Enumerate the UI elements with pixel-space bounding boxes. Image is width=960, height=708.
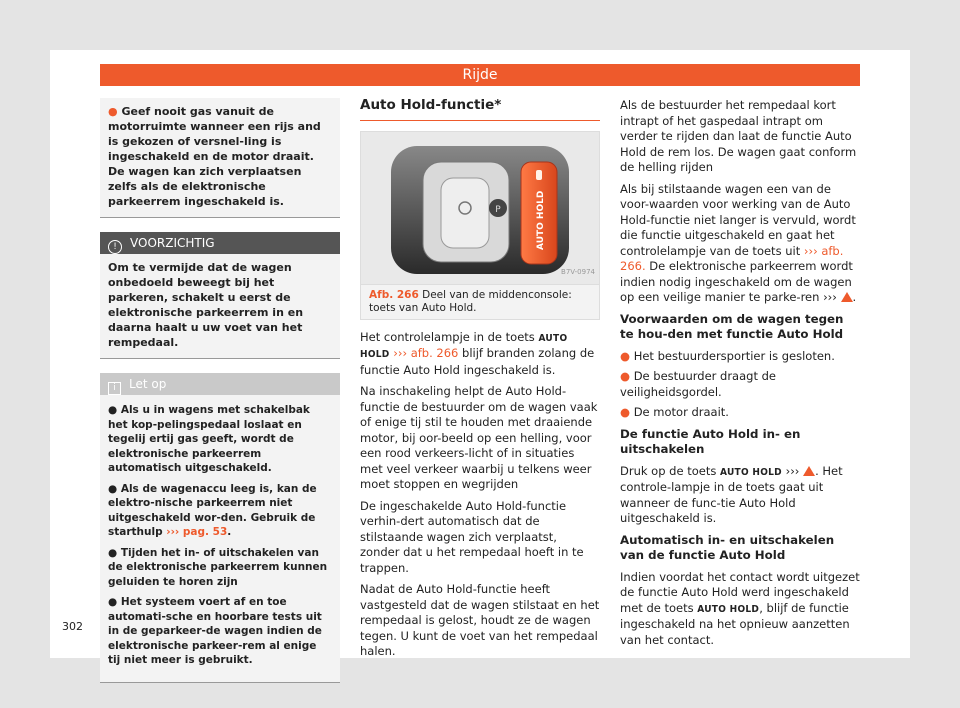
column-right: [620, 98, 860, 654]
bullet-icon: ●: [108, 105, 118, 118]
auto-hold-label: AUTO HOLD: [697, 603, 760, 615]
figure-code: B7V-0974: [561, 268, 595, 276]
list-item: ● Het bestuurdersportier is gesloten.: [620, 348, 835, 363]
warning-text: Geef nooit gas vanuit de motorruimte wanneer een rijs and is gekozen of versnel-ling is ingeschakeld en de motor draait. De wagen kan zich verplaatsen zelfs als de elektronische parkeerrem ingeschakeld is.: [108, 105, 321, 208]
column-left: [100, 98, 340, 683]
note-item: ● Als u in wagens met schakelbak het kop-pelingspedaal loslaat en tegelij ertij gas geeft, wordt de elektronische parkeerrem automatisch uitgeschakeld.: [108, 404, 310, 474]
figure-link[interactable]: ››› afb. 266.: [620, 243, 844, 273]
paragraph: Indien voordat het contact wordt uitgezet de functie Auto Hold werd ingeschakeld met de toets AUTO HOLD, blijf de functie ingeschakeld na het opnieuw aanzetten van het contact.: [620, 569, 860, 647]
note-box: [100, 373, 340, 683]
caution-box: [100, 232, 340, 359]
paragraph: Als de bestuurder het rempedaal kort intrapt of het gaspedaal intrapt om verder te rijden dan laat de functie Auto Hold de rem los. De wagen gaat conform de helling rijden: [620, 98, 857, 174]
figure-auto-hold: [360, 131, 600, 285]
info-circle-icon: !: [108, 240, 122, 254]
page-number: 302: [62, 620, 83, 633]
list-item: ● De motor draait.: [620, 405, 729, 419]
caution-header: [100, 232, 340, 254]
warning-triangle-icon: [841, 292, 853, 302]
note-item: ● Het systeem voert af en toe automati-sche en hoorbare tests uit in de geparkeer-de wagen indien de elektronische parkeer-rem al enige tij niet meer is gebruikt.: [108, 596, 322, 666]
chapter-header: Rijde: [100, 64, 860, 86]
paragraph: Na inschakeling helpt de Auto Hold-functie de bestuurder om de wagen vaak of enige tij stil te houden met draaiende motor, bij oor-beeld op een helling, voor een rood verkeers-licht of in situaties met veel verkeer waarbij u telkens weer moet stoppen en wegrijden: [360, 384, 598, 491]
figure-caption: Afb. 266 Deel van de middenconsole: toets van Auto Hold.: [360, 285, 600, 320]
paragraph: Nadat de Auto Hold-functie heeft vastgesteld dat de wagen stilstaat en het rempedaal is gelost, houdt ze de wagen tegen. U kunt de voet van het rempedaal halen.: [360, 582, 600, 658]
page-link[interactable]: ››› pag. 53: [166, 526, 228, 538]
paragraph: De ingeschakelde Auto Hold-functie verhin-dert automatisch dat de stilstaande wagen zich verplaatst, zonder dat u het rempedaal hoeft in te trappen.: [360, 498, 584, 575]
caution-title: VOORZICHTIG: [130, 236, 215, 250]
figure-link[interactable]: ››› afb. 266: [393, 346, 459, 360]
subheading: Voorwaarden om de wagen tegen te hou-den met functie Auto Hold: [620, 311, 844, 341]
subheading: De functie Auto Hold in- en uitschakelen: [620, 426, 801, 456]
auto-hold-label: AUTO HOLD: [360, 332, 568, 360]
column-middle: [360, 98, 600, 666]
subheading: Automatisch in- en uitschakelen van de functie Auto Hold: [620, 532, 835, 562]
figure-ref: Afb. 266: [369, 288, 419, 301]
warning-triangle-icon: [803, 466, 815, 476]
paragraph: Druk op de toets AUTO HOLD ››› . Het controle-lampje in de toets gaat uit wanneer de func-tie Auto Hold uitgeschakeld is.: [620, 463, 843, 525]
auto-hold-label: AUTO HOLD: [720, 466, 782, 478]
section-title: Auto Hold-functie*: [360, 98, 600, 121]
info-square-icon: i: [108, 382, 121, 395]
paragraph: Als bij stilstaande wagen een van de voor-waarden voor werking van de Auto Hold-functie niet langer is vervuld, wordt die functie uitgeschakeld en gaat het controlelampje van de toets uit ››› afb. 266. De elektronische parkeerrem wordt indien nodig ingeschakeld om de wagen op een veilige manier te parke-ren ››› .: [620, 181, 857, 304]
list-item: ● De bestuurder draagt de veiligheidsgordel.: [620, 369, 776, 399]
note-item: ● Als de wagenaccu leeg is, kan de elektro-nische parkeerrem niet uitgeschakeld wor-den. Gebruik de starthulp ››› pag. 53.: [108, 482, 317, 538]
note-body: [100, 395, 340, 682]
note-item: ● Tijden het in- of uitschakelen van de elektronische parkeerrem kunnen geluiden te horen zijn: [108, 546, 328, 588]
caution-text: Om te vermijde dat de wagen onbedoeld beweegt bij het parkeren, schakelt u eerst de elektronische parkeerrem in en daarna haalt u uw voet van het rempedaal.: [108, 261, 304, 349]
svg-text:P: P: [495, 204, 501, 215]
note-title: Let op: [129, 377, 167, 391]
paragraph: Het controlelampje in de toets AUTO HOLD ››› afb. 266 blijf branden zolang de functie Auto Hold ingeschakeld is.: [360, 329, 595, 377]
console-illustration: [361, 132, 599, 284]
note-header: [100, 373, 340, 395]
warning-continuation: [100, 98, 340, 218]
auto-hold-button-label: AUTO HOLD: [536, 190, 546, 250]
